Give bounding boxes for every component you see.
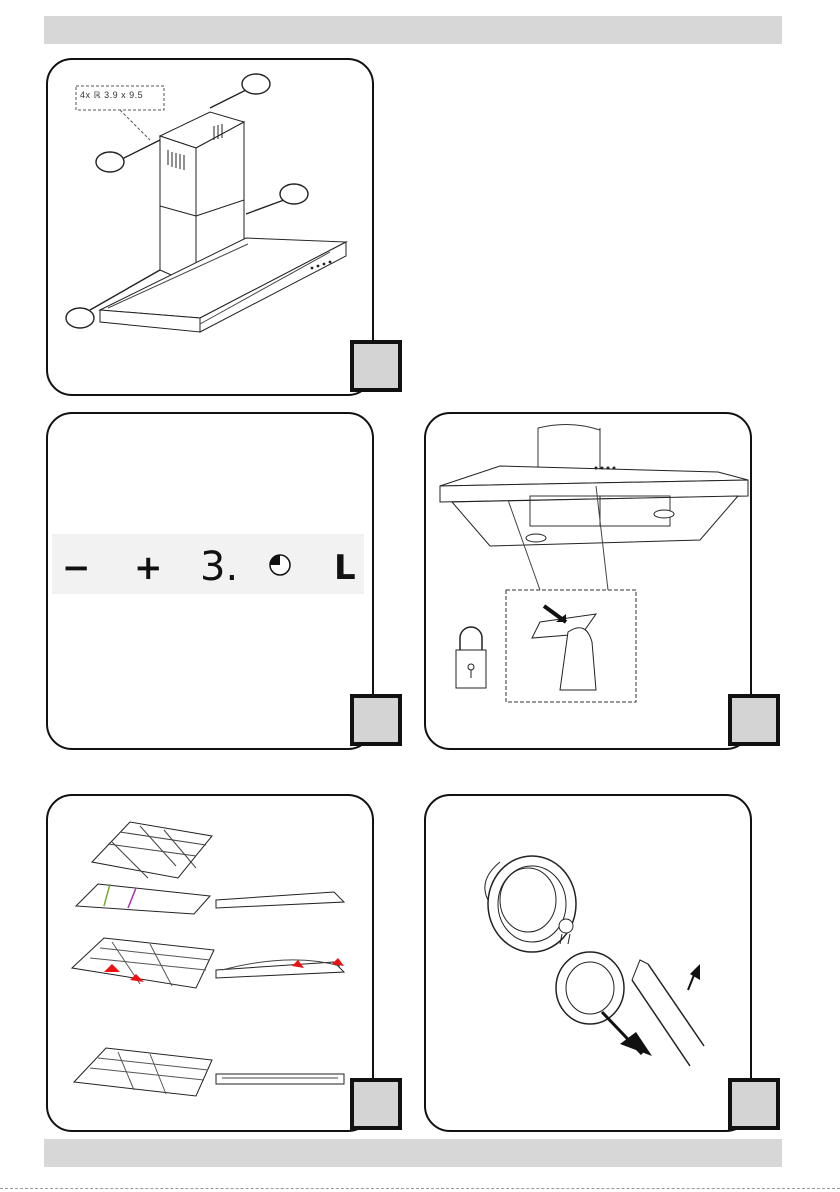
page-cut-line [0, 1188, 840, 1189]
screw-spec-label: 4x ℝ 3.9 x 9.5 [80, 90, 144, 100]
speed-display: 3. [200, 544, 239, 590]
plus-button[interactable]: + [134, 548, 163, 588]
minus-button[interactable]: − [62, 548, 91, 588]
light-button[interactable]: L [334, 548, 356, 588]
footer-bar [44, 1139, 782, 1167]
